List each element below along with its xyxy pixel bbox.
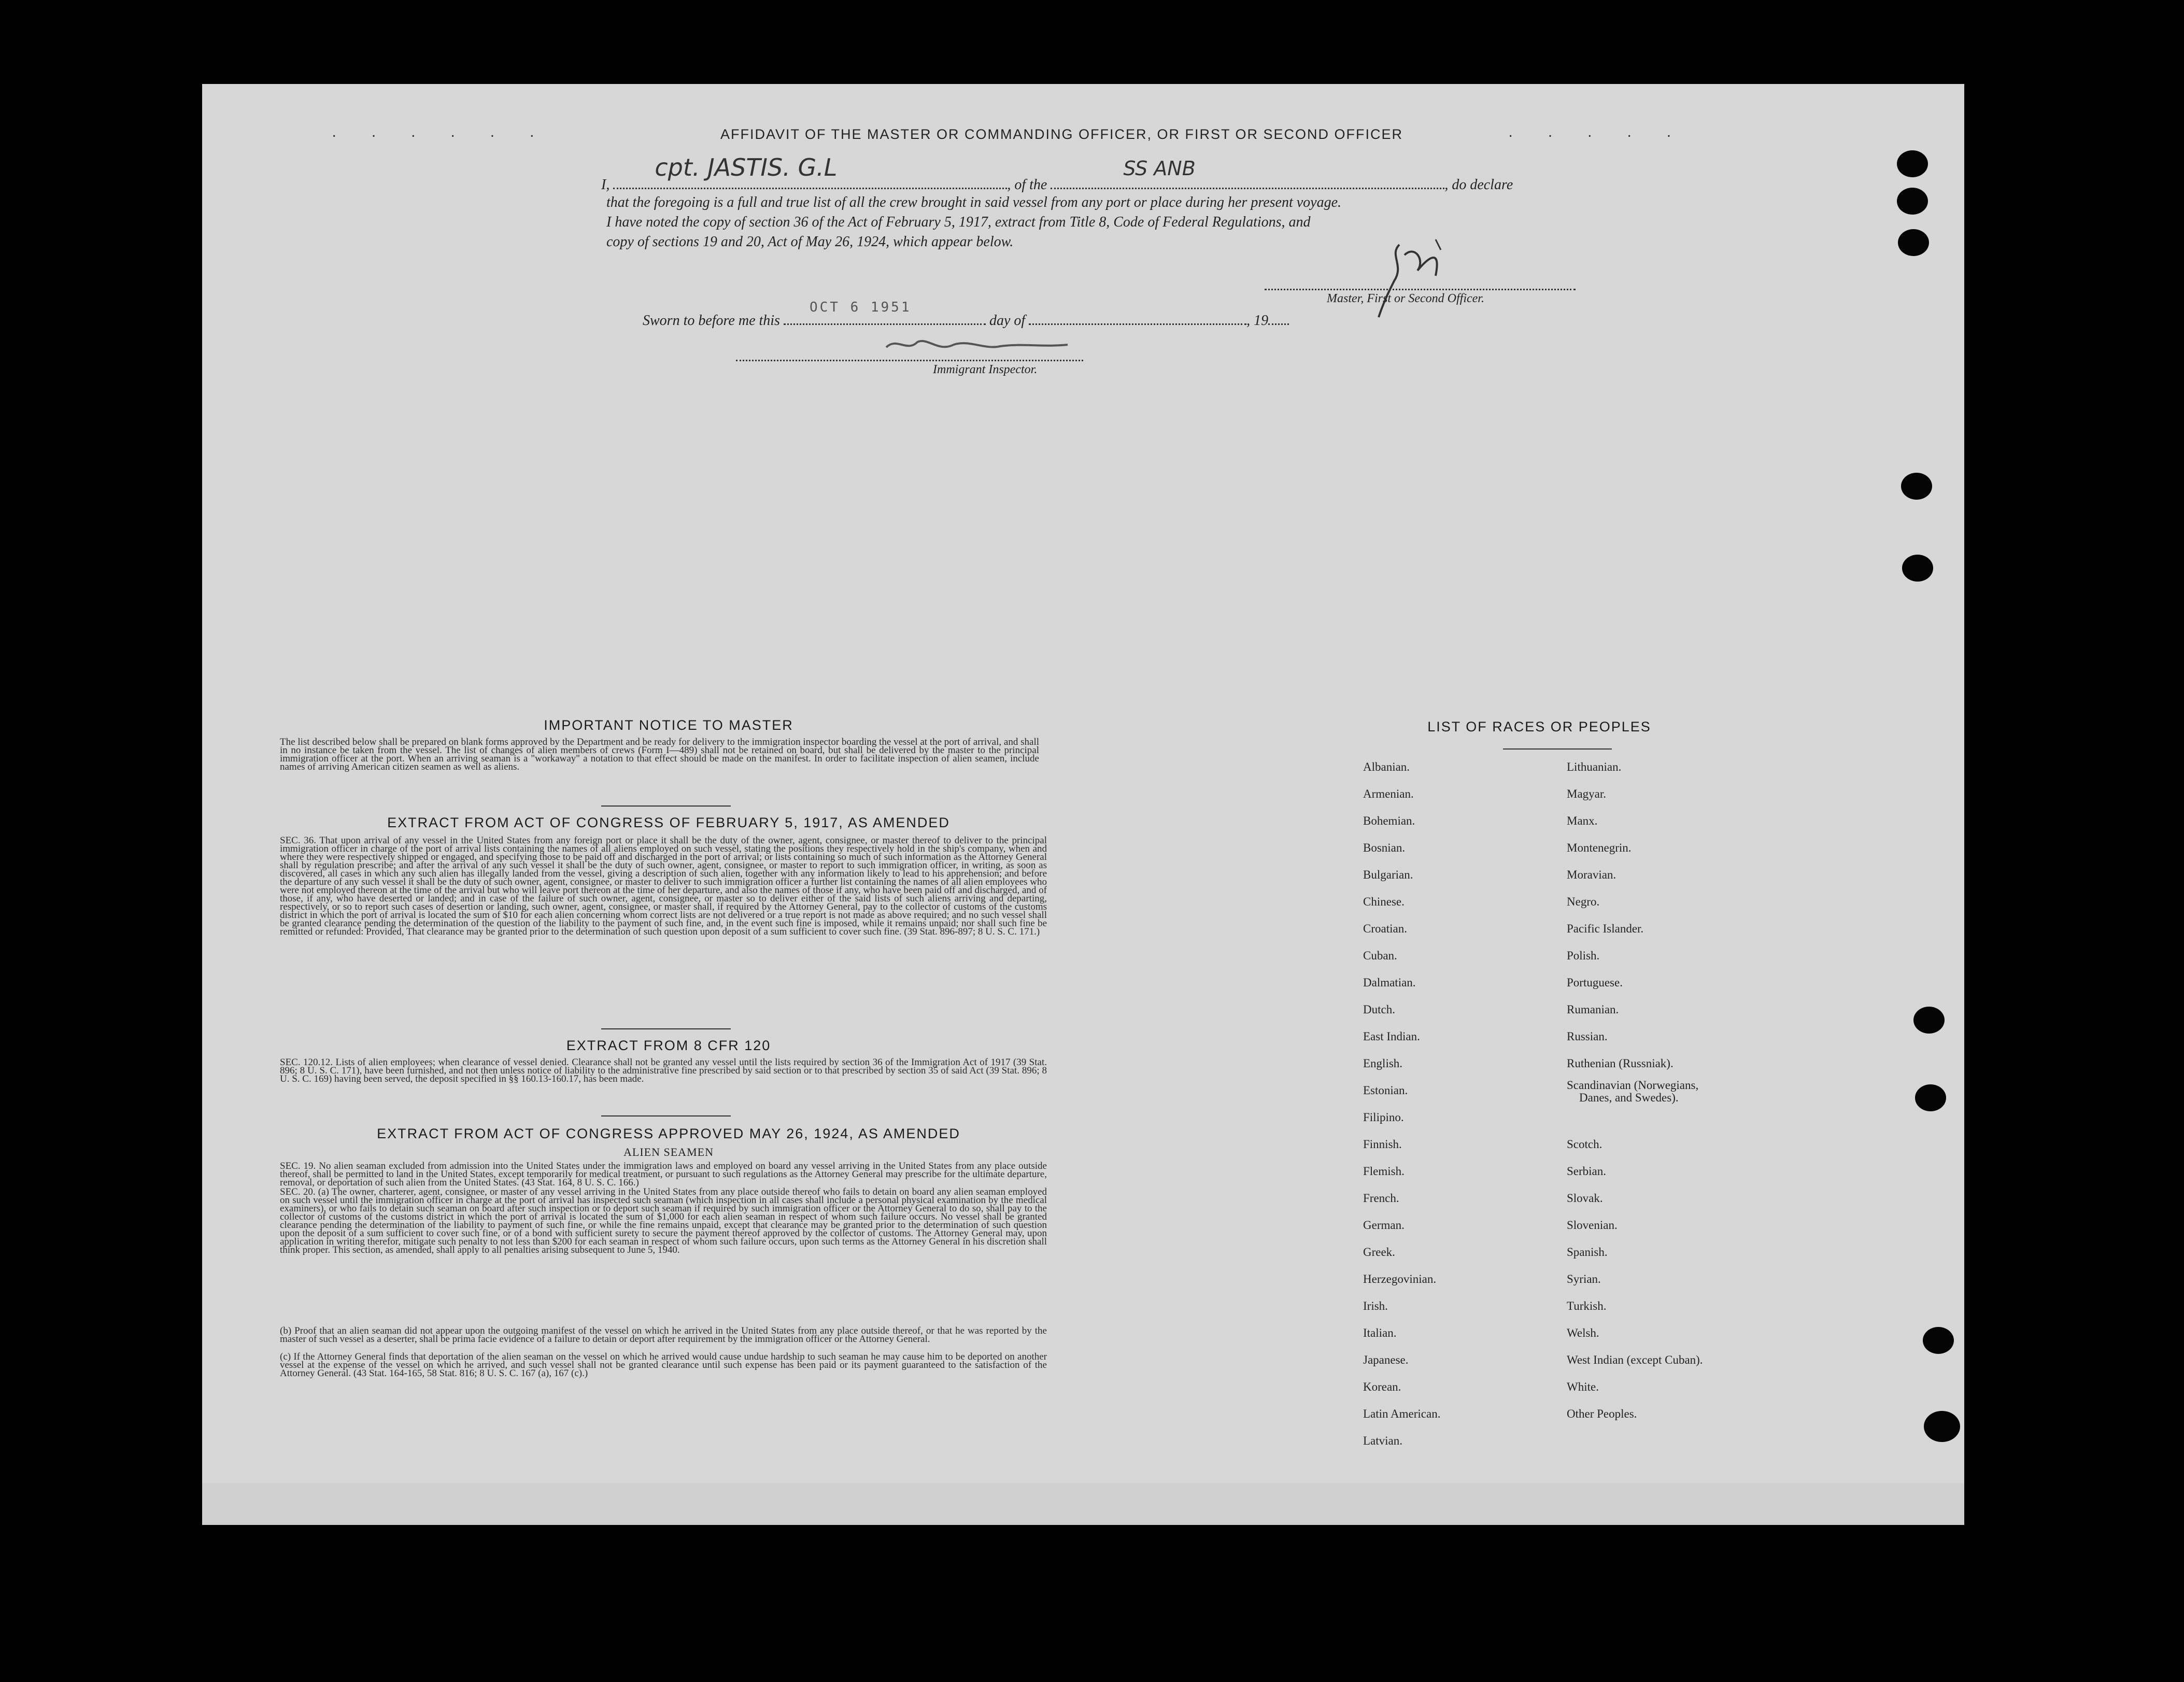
- race-item: Bohemian.: [1363, 814, 1415, 827]
- vessel-name-field[interactable]: [1051, 157, 1444, 189]
- punch-hole: [1897, 150, 1928, 177]
- vessel-name-handwritten: SS ANB: [1123, 157, 1196, 180]
- race-item: Italian.: [1363, 1326, 1397, 1339]
- affidavit-line-4: copy of sections 19 and 20, Act of May 26, 1924, which appear below.: [606, 234, 1014, 250]
- punch-hole: [1898, 229, 1929, 256]
- race-item: Montenegrin.: [1567, 841, 1632, 854]
- extract-1917-title: EXTRACT FROM ACT OF CONGRESS OF FEBRUARY 5, 1917, AS AMENDED: [387, 815, 950, 830]
- race-item: Flemish.: [1363, 1165, 1405, 1178]
- race-item: Finnish.: [1363, 1138, 1402, 1151]
- race-item: Slovenian.: [1567, 1219, 1618, 1232]
- punch-hole: [1913, 1007, 1945, 1034]
- extract-cfr-text: SEC. 120.12. Lists of alien employees; when clearance of vessel denied. Clearance shall not be granted any vessel until the lists required by section 36 of the Immigration Act of 1917 (39 Stat. 896; 8 U. S. C. 171), have been furnished, and not then unless notice of liability to the administrative fine prescribed by said section or to that prescribed by section 35 of said Act (39 Stat. 896; 8 U. S. C. 169) having been served, the deposit specified in §§ 160.13-160.17, has been made.: [280, 1057, 1047, 1084]
- year-label: , 19: [1246, 313, 1269, 329]
- race-item: Scotch.: [1567, 1138, 1602, 1151]
- sheet-fold: [202, 1483, 1964, 1525]
- notice-text: The list described below shall be prepared on blank forms approved by the Department and be ready for delivery to the immigration inspector boarding the vessel at the port of arrival, and shall in no instance be taken from the vessel. The list of changes of alien members of crews (Form I—489) shall not be retained on board, but shall be delivered by the master to the principal immigration officer at the port. When an arriving seaman is a "workaway" a notation to that effect should be made on the manifest. In order to facilitate inspection of alien seamen, include names of arriving American citizen seamen as well as aliens.: [280, 737, 1039, 772]
- punch-hole: [1897, 188, 1928, 215]
- race-item: Rumanian.: [1567, 1003, 1619, 1016]
- punch-hole: [1901, 473, 1932, 500]
- race-item: German.: [1363, 1219, 1405, 1232]
- sworn-date-stamp: OCT 6 1951: [809, 300, 912, 315]
- year-field[interactable]: [1268, 308, 1289, 325]
- divider: [601, 1028, 731, 1029]
- affidavit-declare: , do declare: [1444, 177, 1513, 193]
- race-item: Chinese.: [1363, 895, 1405, 908]
- notice-title: IMPORTANT NOTICE TO MASTER: [544, 717, 793, 733]
- race-item: Dalmatian.: [1363, 976, 1416, 989]
- extract-1924-sec20c: (c) If the Attorney General finds that deportation of the alien seaman on the vessel on which he arrived would cause undue hardship to such seaman he may cause him to be deported on another vessel at the expense of the vessel on which he arrived, and such vessel shall not be granted clearance until such expense has been paid or its payment guaranteed to the satisfaction of the Attorney General. (43 Stat. 164-165, 58 Stat. 816; 8 U. S. C. 167 (a), 167 (c).): [280, 1351, 1047, 1379]
- race-item: Syrian.: [1567, 1273, 1601, 1285]
- race-item: Manx.: [1567, 814, 1598, 827]
- punch-hole: [1915, 1084, 1946, 1111]
- divider: [1503, 748, 1612, 750]
- extract-cfr-title: EXTRACT FROM 8 CFR 120: [566, 1038, 771, 1053]
- punch-hole: [1902, 555, 1933, 582]
- race-item: Armenian.: [1363, 787, 1414, 800]
- sworn-date-field[interactable]: [784, 300, 986, 325]
- race-item: Russian.: [1567, 1030, 1608, 1043]
- master-label: Master, First or Second Officer.: [1327, 292, 1484, 305]
- race-item: East Indian.: [1363, 1030, 1420, 1043]
- race-item: Ruthenian (Russniak).: [1567, 1057, 1674, 1070]
- race-item: Japanese.: [1363, 1353, 1409, 1366]
- document-sheet: [202, 84, 1964, 1525]
- affidavit-of-the: , of the: [1007, 177, 1047, 193]
- extract-1924-subtitle: ALIEN SEAMEN: [623, 1146, 714, 1158]
- title-dots-left: · · · · · ·: [332, 129, 550, 145]
- affidavit-title: AFFIDAVIT OF THE MASTER OR COMMANDING OFFICER, OR FIRST OR SECOND OFFICER: [720, 126, 1403, 142]
- race-item: Albanian.: [1363, 760, 1410, 773]
- race-item: Scandinavian (Norwegians,: [1567, 1079, 1699, 1092]
- race-item: Lithuanian.: [1567, 760, 1622, 773]
- race-item: Latin American.: [1363, 1407, 1441, 1420]
- affidavit-line-3: I have noted the copy of section 36 of the Act of February 5, 1917, extract from Title 8, Code of Federal Regulations, and: [606, 214, 1311, 230]
- race-item: Herzegovinian.: [1363, 1273, 1437, 1285]
- race-item: Polish.: [1567, 949, 1600, 962]
- race-item: Dutch.: [1363, 1003, 1395, 1016]
- race-item: Pacific Islander.: [1567, 922, 1644, 935]
- race-item: Portuguese.: [1567, 976, 1623, 989]
- punch-hole: [1924, 1411, 1960, 1442]
- race-item: Irish.: [1363, 1299, 1388, 1312]
- race-item: Danes, and Swedes).: [1579, 1091, 1679, 1104]
- master-name-handwritten: cpt. JASTIS. G.L: [655, 153, 838, 181]
- inspector-label: Immigrant Inspector.: [933, 363, 1038, 376]
- sworn-label: Sworn to before me this: [643, 313, 780, 329]
- divider: [601, 805, 731, 807]
- divider: [601, 1115, 731, 1116]
- race-item: Slovak.: [1567, 1192, 1603, 1205]
- race-item: Cuban.: [1363, 949, 1397, 962]
- affidavit-i: I,: [601, 177, 610, 193]
- extract-1917-text: SEC. 36. That upon arrival of any vessel in the United States from any foreign port or place it shall be the duty of the owner, agent, consignee, or master thereof to deliver to the principal immigration officer in charge of the port of arrival lists containing the names of all aliens employed on such vessel, stating the positions they respectively hold in the ship's company, when and where they were respectively shipped or engaged, and specifying those to be paid off and discharged in the port of arrival; or lists containing so much of such information as the Attorney General shall by regulation prescribe; and after the arrival of any such vessel it shall be the duty of such owner, agent, consignee, or master to report to such immigration officer, in writing, as soon as discovered, all cases in which any such alien has illegally landed from the vessel, giving a description of such alien, together with any information likely to lead to his apprehension; and before the departure of any such vessel it shall be the duty of such owner, agent, consignee, or master to deliver to such immigration officer a further list containing the names of all alien employees who were not employed thereon at the time of the arrival but who will leave port thereon at the time of her departure, and also the names of those if any, who have been paid off and discharged, and of those, if any, who have deserted or landed; and in case of the failure of such owner, agent, consignee, or master so to deliver either of the said lists of such aliens arriving and departing, respectively, or so to report such cases of desertion or landing, such owner, agent, consignee, or master shall, if required by the Attorney General, pay to the collector of customs of the customs district in which the port of arrival is located the sum of $10 for each alien concerning whom correct lists are not delivered or a true report is not made as above required; and no such vessel shall be granted clearance pending the determination of the question of the liability to the payment of such fine, and, in the event such fine is imposed, while it remains unpaid; nor shall such fine be remitted or refunded: Provided, That clearance may be granted prior to the determination of such question upon deposit of a sum sufficient to cover such fine. (39 Stat. 896-897; 8 U. S. C. 171.): [280, 835, 1047, 937]
- title-dots-right: · · · · ·: [1508, 129, 1687, 145]
- affidavit-line-2: that the foregoing is a full and true list of all the crew brought in said vessel from any port or place during her present voyage.: [606, 194, 1342, 210]
- race-item: Spanish.: [1567, 1246, 1608, 1259]
- race-item: Turkish.: [1567, 1299, 1607, 1312]
- race-item: Welsh.: [1567, 1326, 1599, 1339]
- race-item: Bulgarian.: [1363, 868, 1413, 881]
- extract-1924-sec19: SEC. 19. No alien seaman excluded from admission into the United States under the immigration laws and employed on board any vessel arriving in the United States from any place outside thereof, shall be permitted to land in the United States, except temporarily for medical treatment, or pursuant to such regulations as the Attorney General may prescribe for the ultimate departure, removal, or deportation of such alien from the United States. (43 Stat. 164, 8 U. S. C. 166.): [280, 1161, 1047, 1188]
- race-item: Estonian.: [1363, 1084, 1408, 1097]
- race-item: Filipino.: [1363, 1111, 1404, 1124]
- race-item: French.: [1363, 1192, 1399, 1205]
- day-of-label: day of: [989, 313, 1026, 329]
- race-item: Negro.: [1567, 895, 1600, 908]
- extract-1924-sec20a: SEC. 20. (a) The owner, charterer, agent, consignee, or master of any vessel arriving in the United States from any place outside thereof who fails to detain on board any alien seaman employed on such vessel until the immigration officer in charge at the port of arrival has inspected such seaman (which inspection in all cases shall include a personal physical examination by the medical examiners), or who fails to detain such seaman on board after such inspection or to deport such seaman if required by such immigration officer or the Attorney General to do so, shall pay to the collector of customs of the customs district in which the port of arrival is located the sum of $1,000 for each alien seaman in respect of whom such failure occurs. No vessel shall be granted clearance pending the determination of the liability to payment of such fine, or while the fine remains unpaid, except that clearance may be granted prior to the determination of such question upon the deposit of a sum sufficient to cover such fine, or of a bond with sufficient surety to secure the payment thereof approved by the collector of customs. The Attorney General may, upon application in writing therefor, mitigate such penalty to not less than $200 for each seaman in respect of whom such failure occurs, upon such terms as the Attorney General in his discretion shall think proper. This section, as amended, shall apply to all penalties arising subsequent to June 5, 1940.: [280, 1186, 1047, 1255]
- month-field[interactable]: [1029, 308, 1246, 325]
- race-item: Latvian.: [1363, 1434, 1402, 1447]
- affidavit-line-1: [601, 153, 1793, 195]
- race-item: Serbian.: [1567, 1165, 1607, 1178]
- master-name-field[interactable]: [613, 153, 1007, 189]
- race-item: West Indian (except Cuban).: [1567, 1353, 1703, 1366]
- extract-1924-sec20b: (b) Proof that an alien seaman did not appear upon the outgoing manifest of the vessel on which he arrived in the United States from any place outside thereof, or that he was reported by the master of such vessel as a deserter, shall be prima facie evidence of a failure to detain or deport after requirement by the immigration officer or the Attorney General.: [280, 1325, 1047, 1345]
- race-item: Korean.: [1363, 1380, 1401, 1393]
- race-item: Other Peoples.: [1567, 1407, 1637, 1420]
- extract-1924-title: EXTRACT FROM ACT OF CONGRESS APPROVED MAY 26, 1924, AS AMENDED: [377, 1126, 960, 1141]
- race-item: White.: [1567, 1380, 1599, 1393]
- punch-hole: [1923, 1327, 1954, 1354]
- races-title: LIST OF RACES OR PEOPLES: [1427, 719, 1651, 734]
- race-item: Magyar.: [1567, 787, 1607, 800]
- race-item: Greek.: [1363, 1246, 1395, 1259]
- race-item: Moravian.: [1567, 868, 1616, 881]
- race-item: Croatian.: [1363, 922, 1407, 935]
- race-item: English.: [1363, 1057, 1403, 1070]
- race-item: Bosnian.: [1363, 841, 1406, 854]
- sworn-line: [643, 300, 1524, 331]
